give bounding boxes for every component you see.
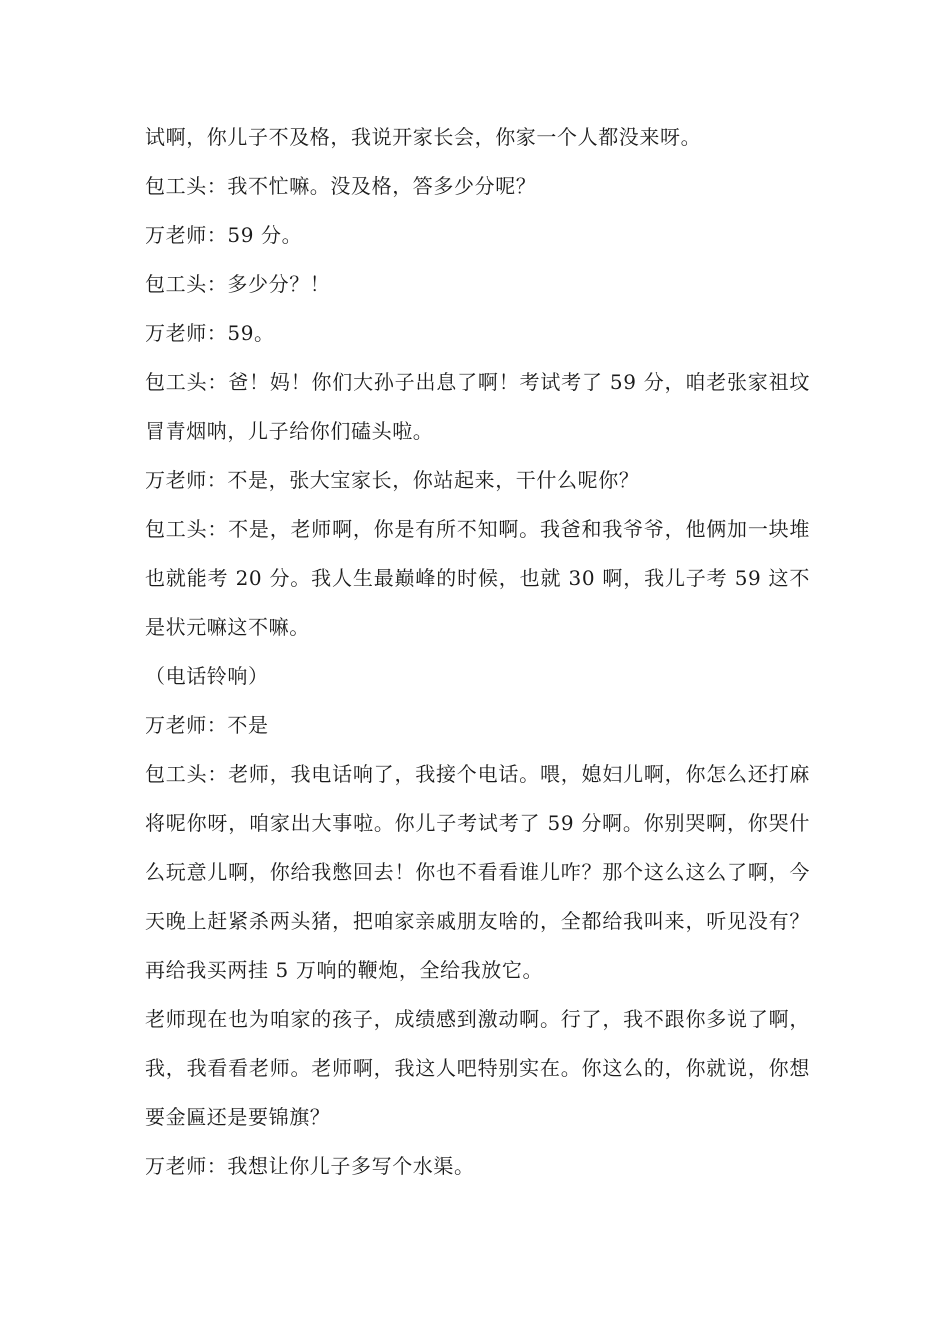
paragraph-intro: 试啊，你儿子不及格，我说开家长会，你家一个人都没来呀。 [145,125,702,149]
paragraph-dialogue-line: 包工头：老师，我电话响了，我接个电话。喂，媳妇儿啊，你怎么还打麻将呢你呀，咱家出大事啦。你儿子考试考了 59 分啊。你别哭啊，你哭什么玩意儿啊，你给我憋回去！你也不看看谁儿咋？那个这么这么了啊，今天晚上赶紧杀两头猪，把咱家亲戚朋友啥的，全都给我叫来，听见没有？再给我买两挂 5 万响的鞭炮，全给我放它。 [145,762,810,982]
paragraph-stage-direction: （电话铃响） [145,664,269,688]
paragraph-continuation: 老师现在也为咱家的孩子，成绩感到激动啊。行了，我不跟你多说了啊，我，我看看老师。老师啊，我这人吧特别实在。你这么的，你就说，你想要金匾还是要锦旗？ [145,1007,810,1129]
paragraph-dialogue-line: 万老师：不是，张大宝家长，你站起来，干什么呢你？ [145,468,640,492]
paragraph-dialogue-line: 万老师：不是 [145,713,269,737]
paragraph-dialogue-line: 包工头：不是，老师啊，你是有所不知啊。我爸和我爷爷，他俩加一块堆也就能考 20 分。我人生最巅峰的时候，也就 30 啊，我儿子考 59 这不是状元嘛这不嘛。 [145,517,810,639]
paragraph-dialogue-line: 万老师：我想让你儿子多写个水渠。 [145,1154,475,1178]
document-body [145,113,810,1191]
paragraph-dialogue-line: 包工头：爸！妈！你们大孙子出息了啊！考试考了 59 分，咱老张家祖坟冒青烟呐，儿子给你们磕头啦。 [145,370,810,443]
paragraph-dialogue-line: 包工头：我不忙嘛。没及格，答多少分呢？ [145,174,537,198]
paragraph-dialogue-line: 包工头：多少分？！ [145,272,331,296]
paragraph-dialogue-line: 万老师：59 分。 [145,223,303,247]
paragraph-dialogue-line: 万老师：59。 [145,321,275,345]
